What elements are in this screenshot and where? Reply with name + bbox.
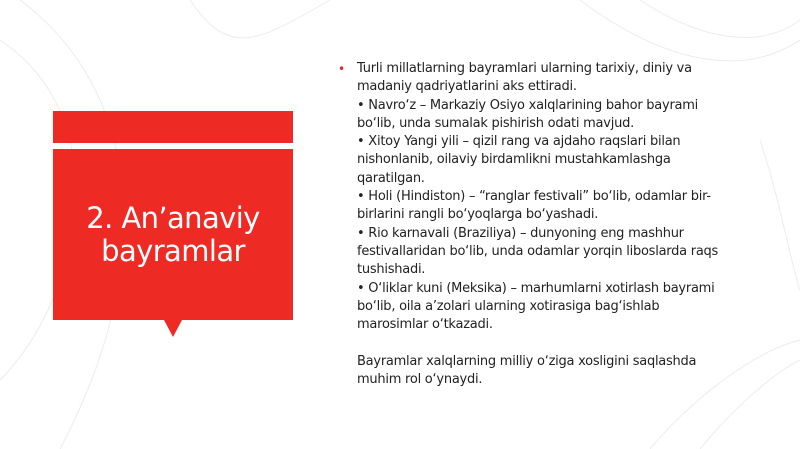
- title-accent-strip: [53, 111, 293, 143]
- closing-line: Bayramlar xalqlarning milliy o‘ziga xosligini saqlashda: [357, 353, 697, 369]
- body-line: Turli millatlarning bayramlari ularning tarixiy, diniy va: [357, 61, 692, 76]
- body-line: bo‘lib, oila a’zolari ularning xotirasiga bag‘ishlab: [357, 298, 660, 314]
- body-line: • O‘liklar kuni (Meksika) – marhumlarni xotirlash bayrami: [357, 280, 715, 296]
- body-line: festivallaridan bo‘lib, unda odamlar yorqin liboslarda raqs: [357, 243, 719, 259]
- body-line: madaniy qadriyatlarini aks ettiradi.: [357, 79, 577, 95]
- body-line: • Navro‘z – Markaziy Osiyo xalqlarining bahor bayrami: [357, 97, 699, 113]
- bullet-marker: •: [338, 62, 345, 76]
- body-line: bo‘lib, unda sumalak pishirish odati mavjud.: [357, 115, 634, 131]
- slide-body: [338, 60, 761, 389]
- closing-line: muhim rol o‘ynaydi.: [357, 372, 483, 388]
- slide-title: [86, 202, 259, 268]
- title-pointer: [164, 320, 182, 337]
- body-line: tushishadi.: [357, 262, 426, 278]
- body-line: birlarini rangli bo‘yoqlarga bo‘yashadi.: [357, 207, 599, 223]
- body-line: • Xitoy Yangi yili – qizil rang va ajdaho raqslari bilan: [357, 134, 681, 150]
- title-box: [53, 149, 293, 320]
- slide-title-line: bayramlar: [101, 233, 245, 268]
- body-line: marosimlar o‘tkazadi.: [357, 317, 493, 333]
- body-line: • Rio karnavali (Braziliya) – dunyoning eng mashhur: [357, 225, 684, 241]
- body-line: • Holi (Hindiston) – “ranglar festivali” bo‘lib, odamlar bir-: [357, 189, 711, 205]
- paragraph-gap: [341, 334, 761, 352]
- slide-title-line: 2. An’anaviy: [86, 200, 260, 235]
- body-line: qaratilgan.: [357, 170, 425, 186]
- body-line: nishonlanib, oilaviy birdamlikni mustahkamlashga: [357, 152, 671, 168]
